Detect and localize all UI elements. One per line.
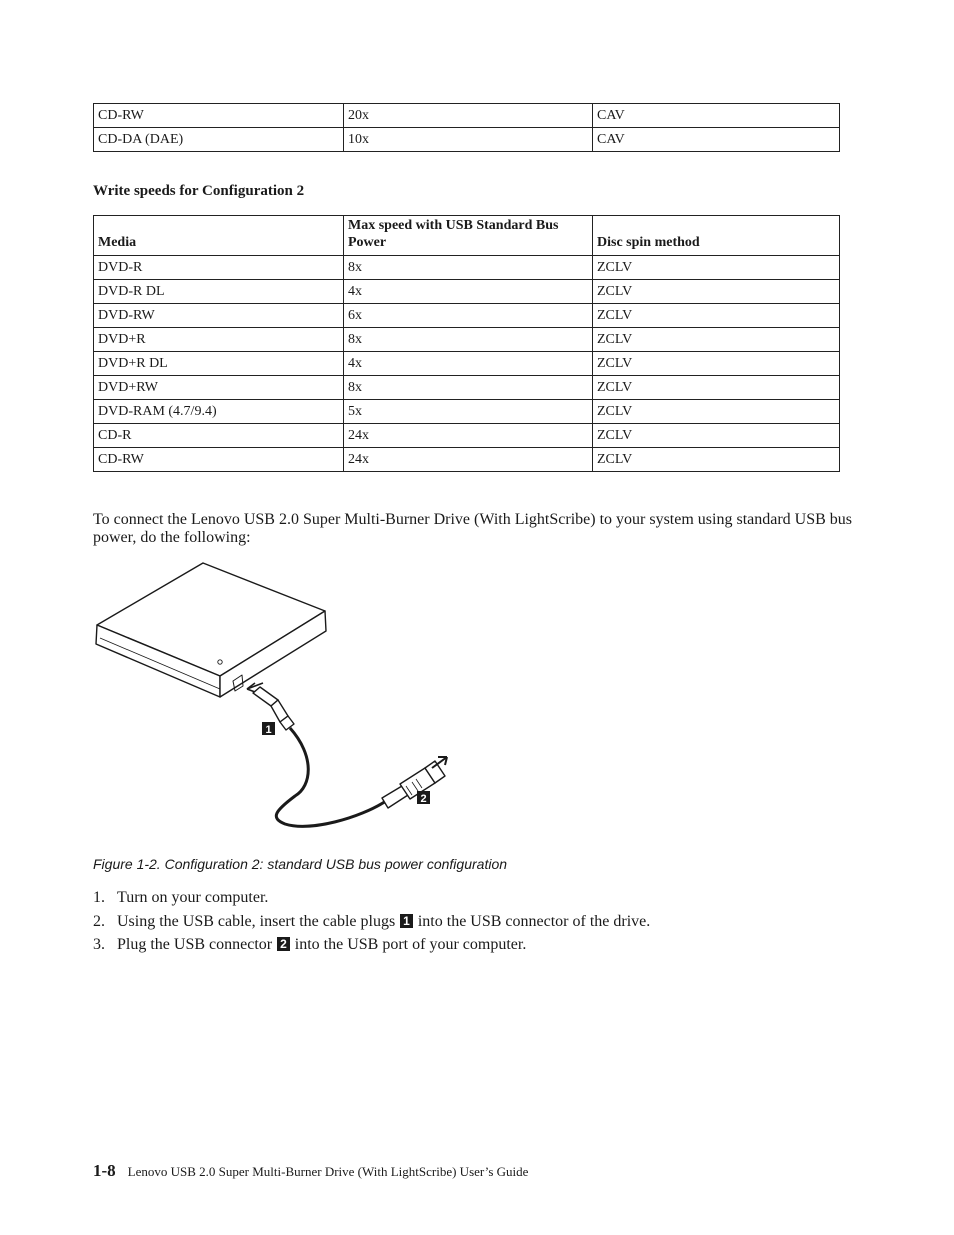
table-row (94, 328, 840, 352)
table-cell: 4x (344, 352, 593, 376)
table-cell: ZCLV (593, 280, 840, 304)
column-header-max-speed: Max speed with USB Standard Bus Power (344, 216, 593, 256)
intro-paragraph: To connect the Lenovo USB 2.0 Super Multi-Burner Drive (With LightScribe) to your system using standard USB bus power, do the following: (93, 511, 853, 546)
table-cell: ZCLV (593, 448, 840, 472)
callout-1-label: 1 (265, 724, 272, 736)
table-cell: ZCLV (593, 352, 840, 376)
table-cell: CD-RW (94, 104, 344, 128)
table-cell: 8x (344, 256, 593, 280)
table-row (94, 256, 840, 280)
figure-caption: Figure 1-2. Configuration 2: standard USB bus power configuration (93, 856, 508, 872)
page-number: 1-8 (93, 1161, 116, 1180)
table-row (94, 352, 840, 376)
table-cell: CD-R (94, 424, 344, 448)
read-speeds-table-continued (93, 103, 840, 152)
table-cell: DVD-R (94, 256, 344, 280)
step-text-after: into the USB connector of the drive. (417, 912, 651, 930)
table-row (94, 128, 840, 152)
table-cell: 20x (344, 104, 593, 128)
table-cell: 10x (344, 128, 593, 152)
step-text: Plug the USB connector (117, 936, 273, 953)
table-row (94, 424, 840, 448)
table-cell: ZCLV (593, 376, 840, 400)
steps-list (93, 887, 650, 958)
table-cell: CD-RW (94, 448, 344, 472)
usb-cable (276, 728, 386, 826)
step-text: Using the USB cable, insert the cable plugs (117, 912, 396, 930)
table-cell: 5x (344, 400, 593, 424)
table-row (94, 104, 840, 128)
table-cell: CAV (593, 128, 840, 152)
step-text-after: into the USB port of your computer. (294, 936, 527, 953)
table-cell: DVD+R DL (94, 352, 344, 376)
table-cell: CD-DA (DAE) (94, 128, 344, 152)
table-row (94, 280, 840, 304)
table-cell: DVD-RAM (4.7/9.4) (94, 400, 344, 424)
step-number: 2. (93, 912, 105, 930)
table-cell: 4x (344, 280, 593, 304)
list-item (93, 911, 650, 935)
table-cell: ZCLV (593, 256, 840, 280)
list-item (93, 934, 650, 958)
table-cell: 8x (344, 376, 593, 400)
table-cell: 8x (344, 328, 593, 352)
table-cell: DVD+RW (94, 376, 344, 400)
write-speeds-table (93, 215, 840, 472)
callout-badge: 2 (277, 937, 290, 951)
page-footer (93, 1161, 528, 1181)
table-cell: CAV (593, 104, 840, 128)
column-header-media: Media (94, 216, 344, 256)
guide-title: Lenovo USB 2.0 Super Multi-Burner Drive (With LightScribe) User’s Guide (127, 1164, 529, 1179)
table-cell: ZCLV (593, 424, 840, 448)
callout-2-label: 2 (420, 793, 427, 805)
table-row (94, 448, 840, 472)
table-row (94, 304, 840, 328)
column-header-spin-method: Disc spin method (593, 216, 840, 256)
step-text: Turn on your computer. (117, 889, 269, 906)
table-cell: ZCLV (593, 304, 840, 328)
list-item (93, 887, 650, 911)
section-title: Write speeds for Configuration 2 (93, 183, 305, 199)
table-row (94, 400, 840, 424)
table-cell: 24x (344, 448, 593, 472)
table-cell: DVD-RW (94, 304, 344, 328)
table-cell: DVD+R (94, 328, 344, 352)
table-cell: DVD-R DL (94, 280, 344, 304)
table-cell: ZCLV (593, 328, 840, 352)
table-cell: ZCLV (593, 400, 840, 424)
table-header-row (94, 216, 840, 256)
usb-drive-illustration (90, 556, 460, 846)
table-cell: 6x (344, 304, 593, 328)
step-number: 3. (93, 936, 105, 953)
callout-badge: 1 (400, 914, 413, 928)
table-row (94, 376, 840, 400)
step-number: 1. (93, 889, 105, 906)
table-cell: 24x (344, 424, 593, 448)
